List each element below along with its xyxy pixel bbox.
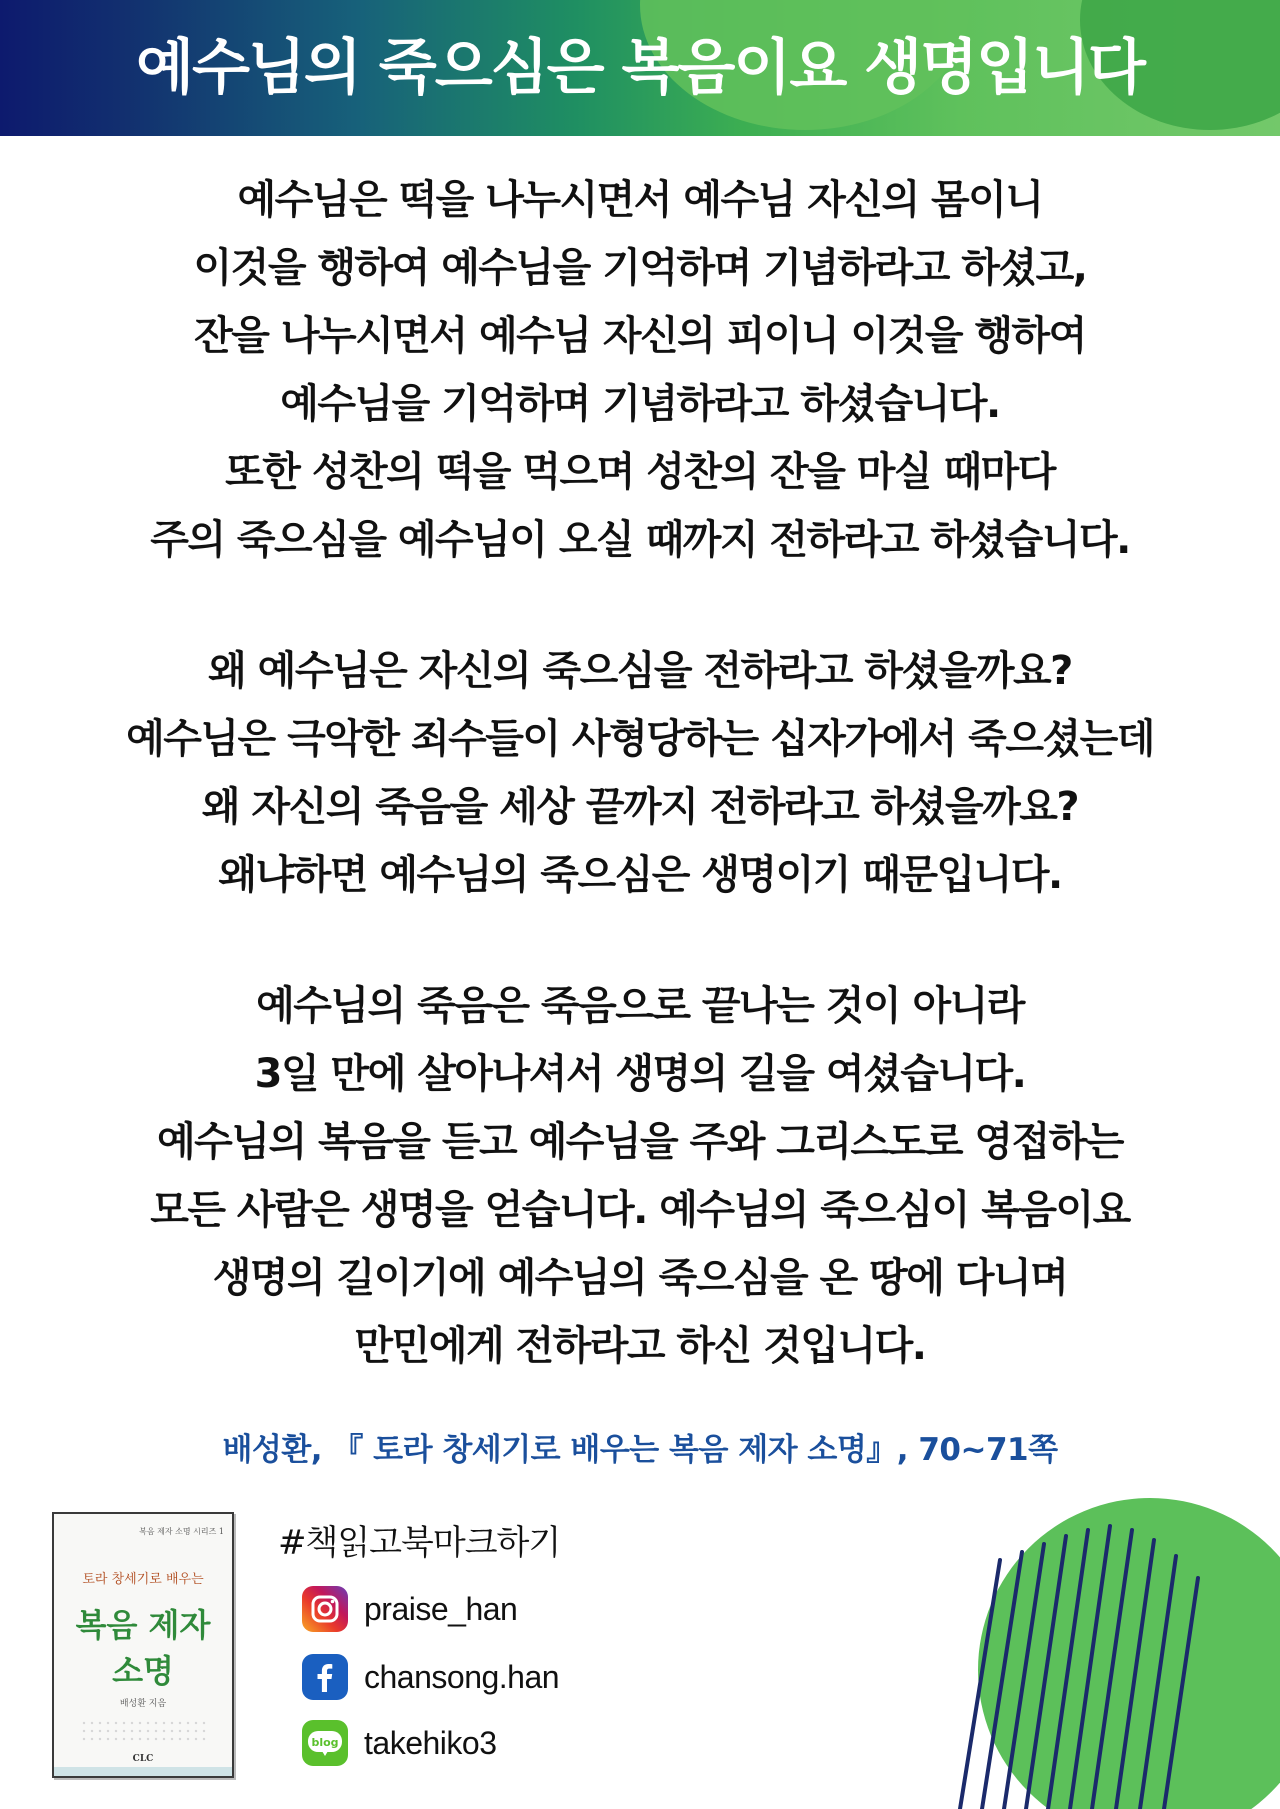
text-line: 예수님을 기억하며 기념하라고 하셨습니다.: [280, 381, 1000, 427]
text-line: 3일 만에 살아나셔서 생명의 길을 여셨습니다.: [254, 1051, 1026, 1097]
text-line: 또한 성찬의 떡을 먹으며 성찬의 잔을 마실 때마다: [225, 449, 1055, 495]
paragraph: [40, 166, 1240, 574]
social-blog[interactable]: [302, 1718, 496, 1768]
book-title: 소명: [112, 1652, 174, 1690]
instagram-icon: [302, 1586, 348, 1632]
social-facebook[interactable]: [302, 1652, 559, 1702]
social-instagram[interactable]: [302, 1584, 517, 1634]
book-author: 배성환 지음: [119, 1699, 167, 1709]
text-line: 예수님은 극악한 죄수들이 사형당하는 십자가에서 죽으셨는데: [126, 716, 1154, 762]
header-banner: [0, 0, 1280, 136]
text-line: 예수님의 죽음은 죽음으로 끝나는 것이 아니라: [256, 983, 1024, 1029]
paragraph: [40, 972, 1240, 1380]
text-line: 이것을 행하여 예수님을 기억하며 기념하라고 하셨고,: [193, 245, 1087, 291]
blog-icon-text: blog: [311, 1736, 339, 1749]
main-text: [40, 166, 1240, 1380]
book-publisher: CLC: [132, 1754, 154, 1764]
text-line: 왜 자신의 죽음을 세상 끝까지 전하라고 하셨을까요?: [201, 784, 1079, 830]
book-citation: 배성환, 『 토라 창세기로 배우는 복음 제자 소명』, 70~71쪽: [222, 1432, 1058, 1468]
paragraph: [40, 637, 1240, 909]
text-line: 왜냐하면 예수님의 죽으심은 생명이기 때문입니다.: [218, 852, 1062, 898]
book-cover-image: [52, 1512, 234, 1778]
paragraph-gap: [40, 909, 1240, 972]
book-decoration: [80, 1719, 206, 1745]
text-line: 잔을 나누시면서 예수님 자신의 피이니 이것을 행하여: [194, 313, 1086, 359]
book-decoration: [54, 1767, 232, 1776]
book-title: 복음 제자: [75, 1606, 211, 1644]
facebook-icon: [302, 1654, 348, 1700]
text-line: 예수님의 복음을 듣고 예수님을 주와 그리스도로 영접하는: [157, 1119, 1123, 1165]
book-series: 복음 제자 소명 시리즈 1: [139, 1527, 224, 1536]
decorative-circle-stripes: [940, 1490, 1280, 1809]
paragraph-gap: [40, 574, 1240, 637]
book-subtitle: 토라 창세기로 배우는: [82, 1572, 204, 1587]
hashtag: #책읽고북마크하기: [278, 1523, 561, 1563]
text-line: 만민에게 전하라고 하신 것입니다.: [354, 1323, 926, 1369]
text-line: 생명의 길이기에 예수님의 죽으심을 온 땅에 다니며: [212, 1255, 1068, 1301]
blog-handle[interactable]: takehiko3: [364, 1724, 497, 1761]
instagram-handle[interactable]: praise_han: [364, 1590, 518, 1627]
text-line: 모든 사람은 생명을 얻습니다. 예수님의 죽으심이 복음이요: [150, 1187, 1130, 1233]
text-line: 주의 죽으심을 예수님이 오실 때까지 전하라고 하셨습니다.: [150, 517, 1130, 563]
page-title: 예수님의 죽으심은 복음이요 생명입니다: [136, 33, 1144, 103]
facebook-handle[interactable]: chansong.han: [364, 1658, 560, 1695]
text-line: 예수님은 떡을 나누시면서 예수님 자신의 몸이니: [237, 177, 1043, 223]
text-line: 왜 예수님은 자신의 죽으심을 전하라고 하셨을까요?: [208, 648, 1072, 694]
blog-icon: [302, 1720, 348, 1766]
